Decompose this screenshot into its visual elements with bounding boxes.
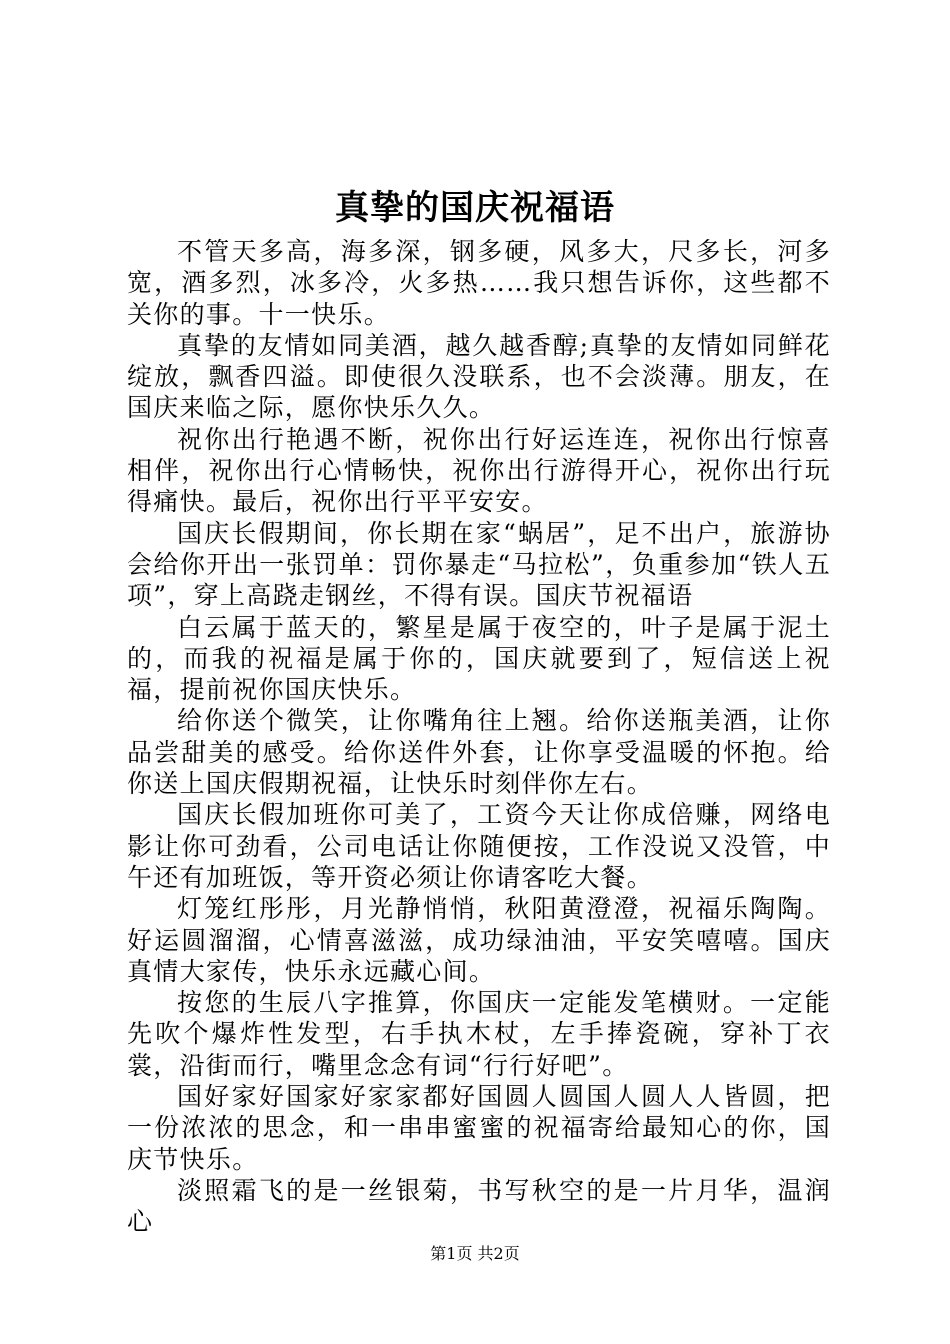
paragraph: 不管天多高，海多深，钢多硬，风多大，尺多长，河多宽，酒多烈，冰多冷，火多热……我只想告诉你，这些都不关你的事。十一快乐。 — [127, 237, 831, 329]
paragraph: 国好家好国家好家家都好国圆人圆国人圆人人皆圆，把一份浓浓的思念，和一串串蜜蜜的祝福寄给最知心的你，国庆节快乐。 — [127, 1082, 831, 1174]
paragraph: 祝你出行艳遇不断，祝你出行好运连连，祝你出行惊喜相伴，祝你出行心情畅快，祝你出行游得开心，祝你出行玩得痛快。最后，祝你出行平平安安。 — [127, 424, 831, 517]
paragraph: 灯笼红彤彤，月光静悄悄，秋阳黄澄澄，祝福乐陶陶。好运圆溜溜，心情喜滋滋，成功绿油油，平安笑嘻嘻。国庆真情大家传，快乐永远藏心间。 — [127, 894, 831, 986]
paragraph: 淡照霜飞的是一丝银菊，书写秋空的是一片月华，温润心 — [127, 1175, 831, 1237]
document-body — [127, 236, 831, 1238]
page-footer: 第1页 共2页 — [430, 1244, 520, 1263]
paragraph: 给你送个微笑，让你嘴角往上翘。给你送瓶美酒，让你品尝甜美的感受。给你送件外套，让你享受温暖的怀抱。给你送上国庆假期祝福，让快乐时刻伴你左右。 — [127, 706, 831, 799]
paragraph: 国庆长假加班你可美了，工资今天让你成倍赚，网络电影让你可劲看，公司电话让你随便按，工作没说又没管，中午还有加班饭，等开资必须让你请客吃大餐。 — [127, 800, 831, 892]
paragraph: 真挚的友情如同美酒，越久越香醇;真挚的友情如同鲜花绽放，飘香四溢。即使很久没联系，也不会淡薄。朋友，在国庆来临之际，愿你快乐久久。 — [127, 330, 831, 423]
document-title: 真挚的国庆祝福语 — [335, 188, 615, 228]
paragraph: 国庆长假期间，你长期在家“蜗居”，足不出户，旅游协会给你开出一张罚单：罚你暴走“马拉松”，负重参加“铁人五项”，穿上高跷走钢丝，不得有误。国庆节祝福语 — [127, 518, 831, 611]
paragraph: 白云属于蓝天的，繁星是属于夜空的，叶子是属于泥土的，而我的祝福是属于你的，国庆就要到了，短信送上祝福，提前祝你国庆快乐。 — [127, 612, 831, 705]
paragraph: 按您的生辰八字推算，你国庆一定能发笔横财。一定能先吹个爆炸性发型，右手执木杖，左手捧瓷碗，穿补丁衣裳，沿街而行，嘴里念念有词“行行好吧”。 — [127, 988, 831, 1080]
